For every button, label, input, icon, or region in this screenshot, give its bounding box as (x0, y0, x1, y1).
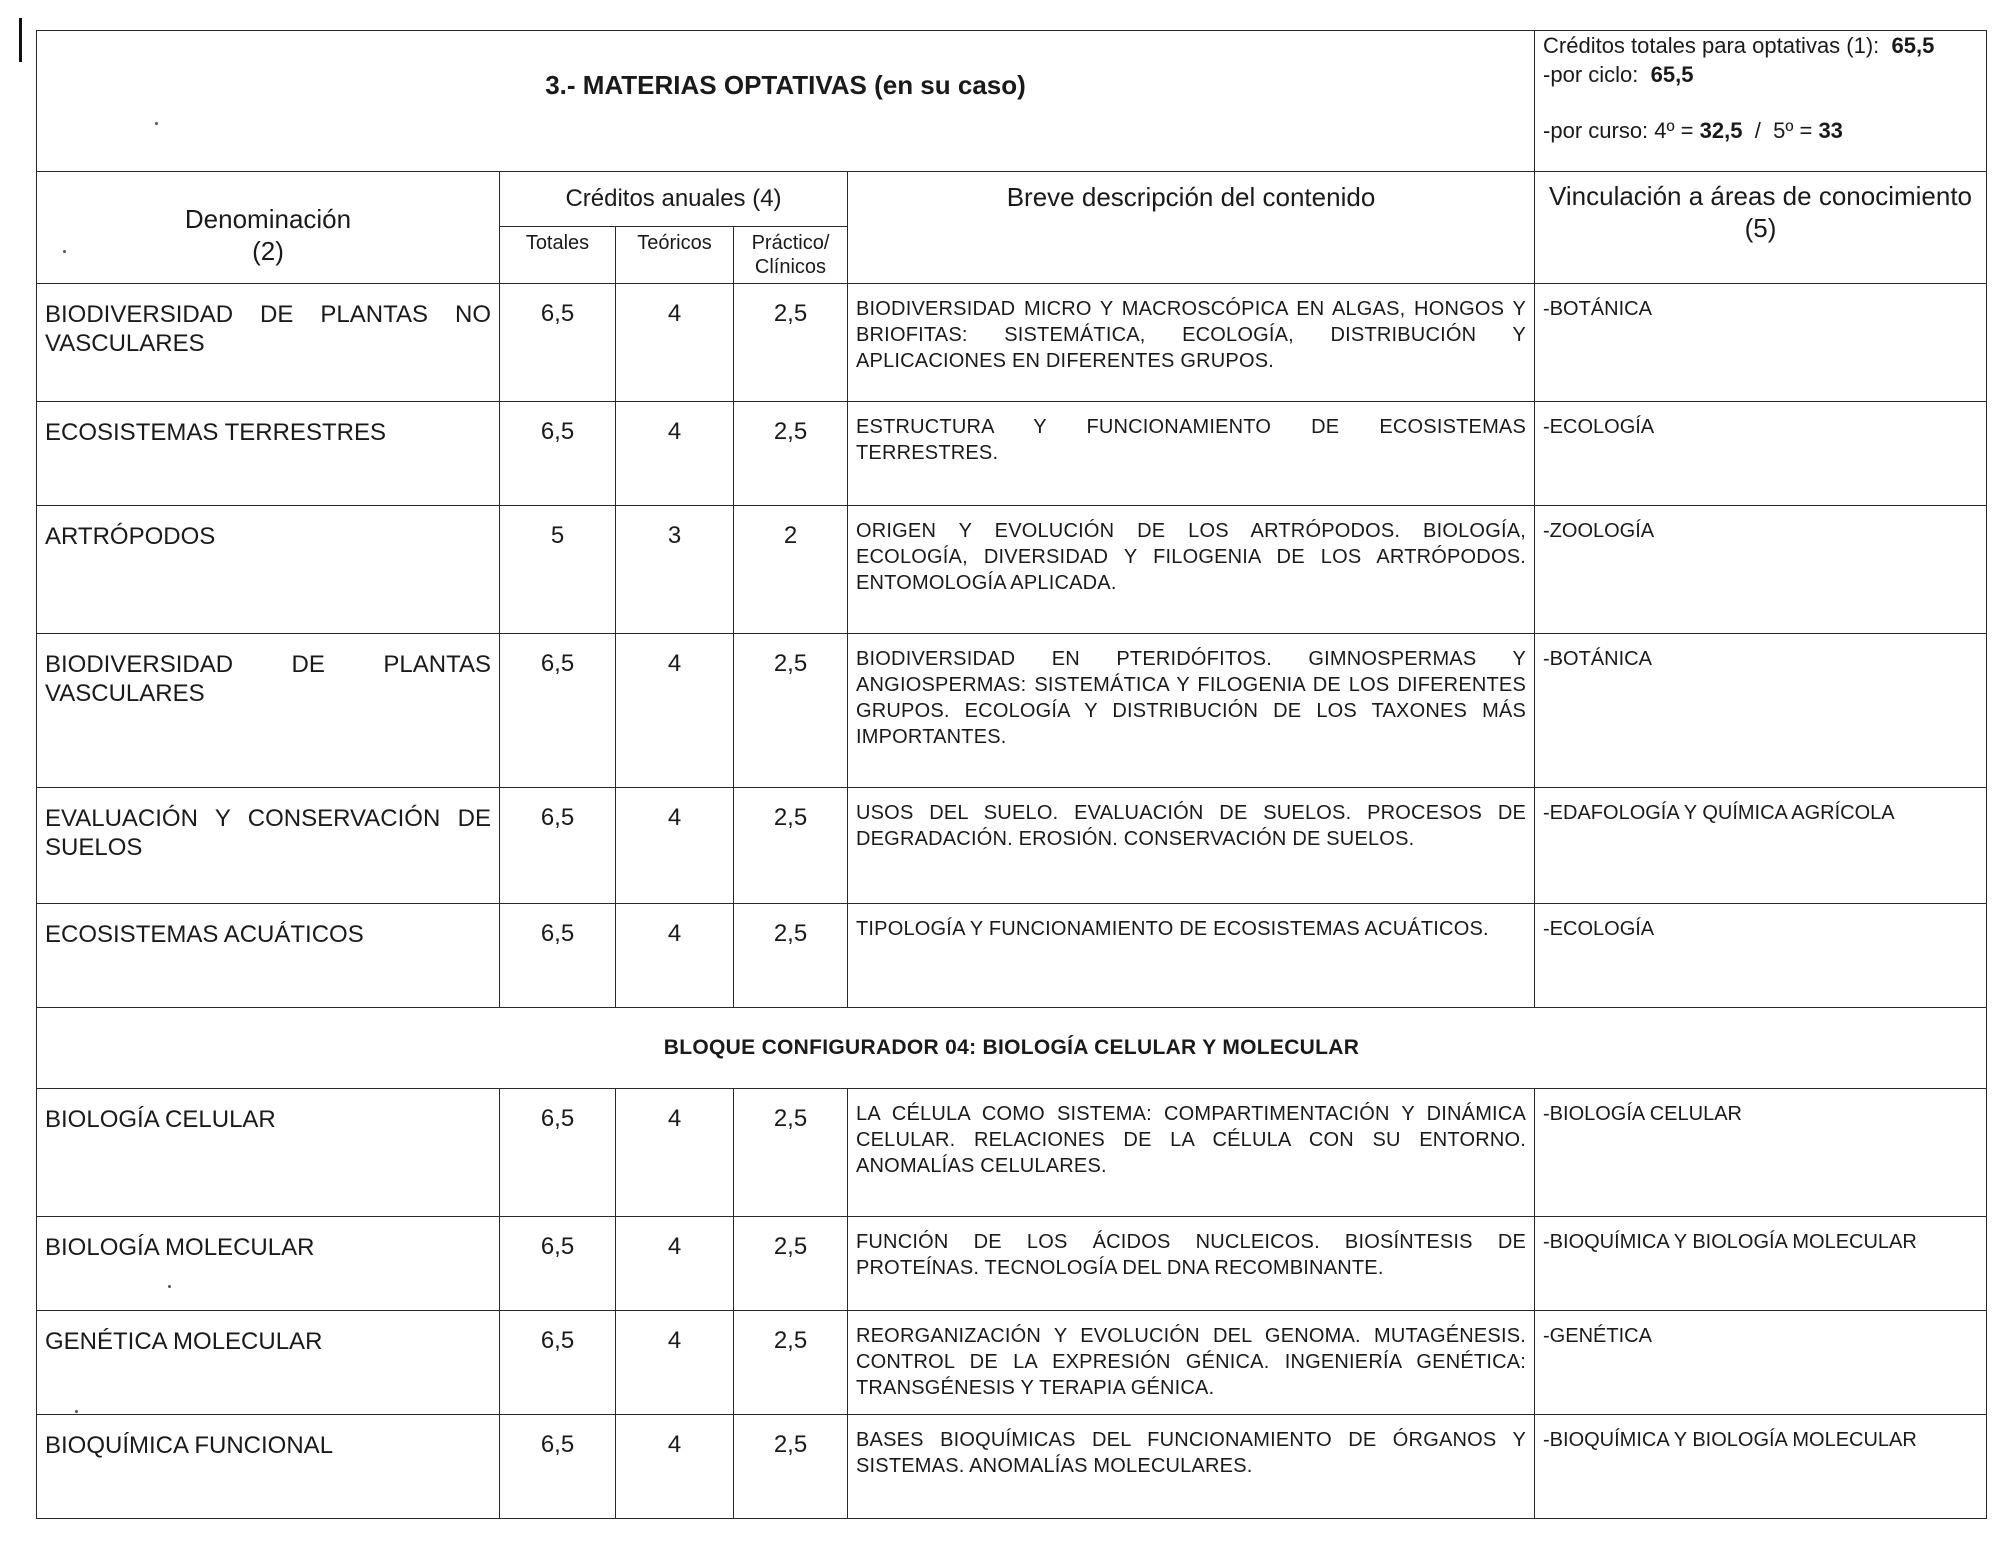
credits-totales: 6,5 (500, 1311, 616, 1415)
table-row (37, 1415, 1987, 1519)
knowledge-area: -BOTÁNICA (1535, 284, 1987, 402)
table-row (37, 904, 1987, 1008)
optativas-table (36, 30, 1987, 1519)
optativas-document (36, 30, 1986, 1519)
per-cycle-label: -por ciclo: (1543, 62, 1639, 87)
subject-description: ORIGEN Y EVOLUCIÓN DE LOS ARTRÓPODOS. BIOLOGÍA, ECOLOGÍA, DIVERSIDAD Y FILOGENIA DE LOS ARTRÓPODOS. ENTOMOLOGÍA APLICADA. (848, 506, 1535, 634)
subject-name: BIOLOGÍA MOLECULAR (37, 1217, 500, 1311)
credits-teoricos: 4 (616, 284, 734, 402)
credits-practicos: 2,5 (734, 1089, 848, 1217)
denominacion-label: Denominación (184, 203, 352, 234)
scan-speck (75, 1410, 78, 1413)
column-header-row (37, 172, 1987, 227)
vinculacion-note: (5) (1744, 213, 1777, 243)
column-header-totales (500, 227, 616, 284)
practicos-label-line1: Práctico/ (751, 232, 830, 254)
denominacion-note: (2) (252, 235, 284, 266)
knowledge-area: -BIOQUÍMICA Y BIOLOGÍA MOLECULAR (1535, 1415, 1987, 1519)
subject-name: EVALUACIÓN Y CONSERVACIÓN DE SUELOS (37, 788, 500, 904)
credits-totales: 6,5 (500, 284, 616, 402)
credits-practicos: 2,5 (734, 402, 848, 506)
knowledge-area: -GENÉTICA (1535, 1311, 1987, 1415)
section-title: 3.- MATERIAS OPTATIVAS (en su caso) (545, 69, 1026, 100)
title-row (37, 31, 1987, 172)
descripcion-label: Breve descripción del contenido (1006, 182, 1376, 212)
per-course-label: -por curso: (1543, 118, 1649, 143)
column-header-denominacion (37, 172, 500, 284)
credits-practicos: 2,5 (734, 788, 848, 904)
per-course-5-label: 5º = (1773, 118, 1813, 143)
column-header-creditos-anuales (500, 172, 848, 227)
subject-description: BIODIVERSIDAD EN PTERIDÓFITOS. GIMNOSPERMAS Y ANGIOSPERMAS: SISTEMÁTICA Y FILOGENIA DE LOS DIFERENTES GRUPOS. ECOLOGÍA Y DISTRIBUCIÓN DE LOS TAXONES MÁS IMPORTANTES. (848, 634, 1535, 788)
credits-totales: 6,5 (500, 634, 616, 788)
credits-practicos: 2,5 (734, 1311, 848, 1415)
credits-teoricos: 4 (616, 1089, 734, 1217)
per-cycle-value: 65,5 (1650, 62, 1694, 87)
credits-totales: 6,5 (500, 402, 616, 506)
table-row (37, 284, 1987, 402)
credits-teoricos: 4 (616, 1311, 734, 1415)
subject-description: FUNCIÓN DE LOS ÁCIDOS NUCLEICOS. BIOSÍNTESIS DE PROTEÍNAS. TECNOLOGÍA DEL DNA RECOMBINANTE. (848, 1217, 1535, 1311)
table-row (37, 788, 1987, 904)
scan-speck (155, 122, 158, 125)
credits-teoricos: 4 (616, 402, 734, 506)
subject-name: ARTRÓPODOS (37, 506, 500, 634)
subject-description: ESTRUCTURA Y FUNCIONAMIENTO DE ECOSISTEMAS TERRESTRES. (848, 402, 1535, 506)
column-header-vinculacion (1535, 172, 1987, 284)
subject-description: REORGANIZACIÓN Y EVOLUCIÓN DEL GENOMA. MUTAGÉNESIS. CONTROL DE LA EXPRESIÓN GÉNICA. INGENIERÍA GENÉTICA: TRANSGÉNESIS Y TERAPIA GÉNICA. (848, 1311, 1535, 1415)
table-row (37, 1089, 1987, 1217)
totales-label: Totales (525, 232, 590, 254)
subject-name: ECOSISTEMAS ACUÁTICOS (37, 904, 500, 1008)
scan-speck (168, 1285, 171, 1288)
credits-totales: 6,5 (500, 904, 616, 1008)
table-row (37, 506, 1987, 634)
table-row (37, 634, 1987, 788)
credits-practicos: 2,5 (734, 284, 848, 402)
subject-name: BIOQUÍMICA FUNCIONAL (37, 1415, 500, 1519)
subject-description: LA CÉLULA COMO SISTEMA: COMPARTIMENTACIÓN Y DINÁMICA CELULAR. RELACIONES DE LA CÉLULA CON SU ENTORNO. ANOMALÍAS CELULARES. (848, 1089, 1535, 1217)
block-header: BLOQUE CONFIGURADOR 04: BIOLOGÍA CELULAR Y MOLECULAR (37, 1008, 1987, 1089)
credits-practicos: 2,5 (734, 904, 848, 1008)
subject-description: TIPOLOGÍA Y FUNCIONAMIENTO DE ECOSISTEMAS ACUÁTICOS. (848, 904, 1535, 1008)
credits-teoricos: 4 (616, 904, 734, 1008)
subject-name: ECOSISTEMAS TERRESTRES (37, 402, 500, 506)
credits-teoricos: 4 (616, 788, 734, 904)
subject-name: GENÉTICA MOLECULAR (37, 1311, 500, 1415)
credits-totales: 6,5 (500, 788, 616, 904)
credits-totales: 5 (500, 506, 616, 634)
credits-totales: 6,5 (500, 1415, 616, 1519)
credits-practicos: 2 (734, 506, 848, 634)
subject-description: BIODIVERSIDAD MICRO Y MACROSCÓPICA EN ALGAS, HONGOS Y BRIOFITAS: SISTEMÁTICA, ECOLOGÍA, DISTRIBUCIÓN Y APLICACIONES EN DIFERENTES GRUPOS. (848, 284, 1535, 402)
credits-totales: 6,5 (500, 1217, 616, 1311)
credits-teoricos: 4 (616, 1217, 734, 1311)
scan-speck (63, 250, 66, 253)
subject-name: BIODIVERSIDAD DE PLANTAS NO VASCULARES (37, 284, 500, 402)
credits-summary (1535, 31, 1987, 172)
per-course-4-value: 32,5 (1699, 118, 1743, 143)
table-row (37, 1217, 1987, 1311)
per-course-separator: / (1754, 118, 1761, 143)
column-header-teoricos (616, 227, 734, 284)
per-course-5-value: 33 (1818, 118, 1843, 143)
credits-per-cycle (1543, 60, 1978, 89)
credits-totales: 6,5 (500, 1089, 616, 1217)
knowledge-area: -ECOLOGÍA (1535, 904, 1987, 1008)
credits-practicos: 2,5 (734, 1415, 848, 1519)
section-title-cell (37, 31, 1535, 172)
credits-teoricos: 4 (616, 1415, 734, 1519)
knowledge-area: -BIOQUÍMICA Y BIOLOGÍA MOLECULAR (1535, 1217, 1987, 1311)
credits-total (1543, 31, 1978, 60)
knowledge-area: -BOTÁNICA (1535, 634, 1987, 788)
credits-teoricos: 4 (616, 634, 734, 788)
subject-description: USOS DEL SUELO. EVALUACIÓN DE SUELOS. PROCESOS DE DEGRADACIÓN. EROSIÓN. CONSERVACIÓN DE SUELOS. (848, 788, 1535, 904)
table-row (37, 1311, 1987, 1415)
subject-description: BASES BIOQUÍMICAS DEL FUNCIONAMIENTO DE ÓRGANOS Y SISTEMAS. ANOMALÍAS MOLECULARES. (848, 1415, 1535, 1519)
creditos-anuales-label: Créditos anuales (4) (565, 185, 782, 212)
credits-total-label: Créditos totales para optativas (1): (1543, 33, 1880, 58)
knowledge-area: -EDAFOLOGÍA Y QUÍMICA AGRÍCOLA (1535, 788, 1987, 904)
teoricos-label: Teóricos (637, 232, 712, 254)
credits-per-course (1543, 116, 1978, 145)
knowledge-area: -BIOLOGÍA CELULAR (1535, 1089, 1987, 1217)
block-header-row (37, 1008, 1987, 1089)
subject-name: BIODIVERSIDAD DE PLANTAS VASCULARES (37, 634, 500, 788)
credits-practicos: 2,5 (734, 634, 848, 788)
knowledge-area: -ZOOLOGÍA (1535, 506, 1987, 634)
vinculacion-label: Vinculación a áreas de conocimiento (1549, 181, 1973, 211)
table-row (37, 402, 1987, 506)
subjects-body (37, 284, 1987, 1519)
column-header-descripcion (848, 172, 1535, 284)
credits-teoricos: 3 (616, 506, 734, 634)
subject-name: BIOLOGÍA CELULAR (37, 1089, 500, 1217)
per-course-4-label: 4º = (1654, 118, 1694, 143)
column-header-practicos (734, 227, 848, 284)
knowledge-area: -ECOLOGÍA (1535, 402, 1987, 506)
page-edge-mark (19, 18, 22, 62)
credits-total-value: 65,5 (1891, 33, 1935, 58)
practicos-label-line2: Clínicos (754, 256, 827, 278)
credits-practicos: 2,5 (734, 1217, 848, 1311)
